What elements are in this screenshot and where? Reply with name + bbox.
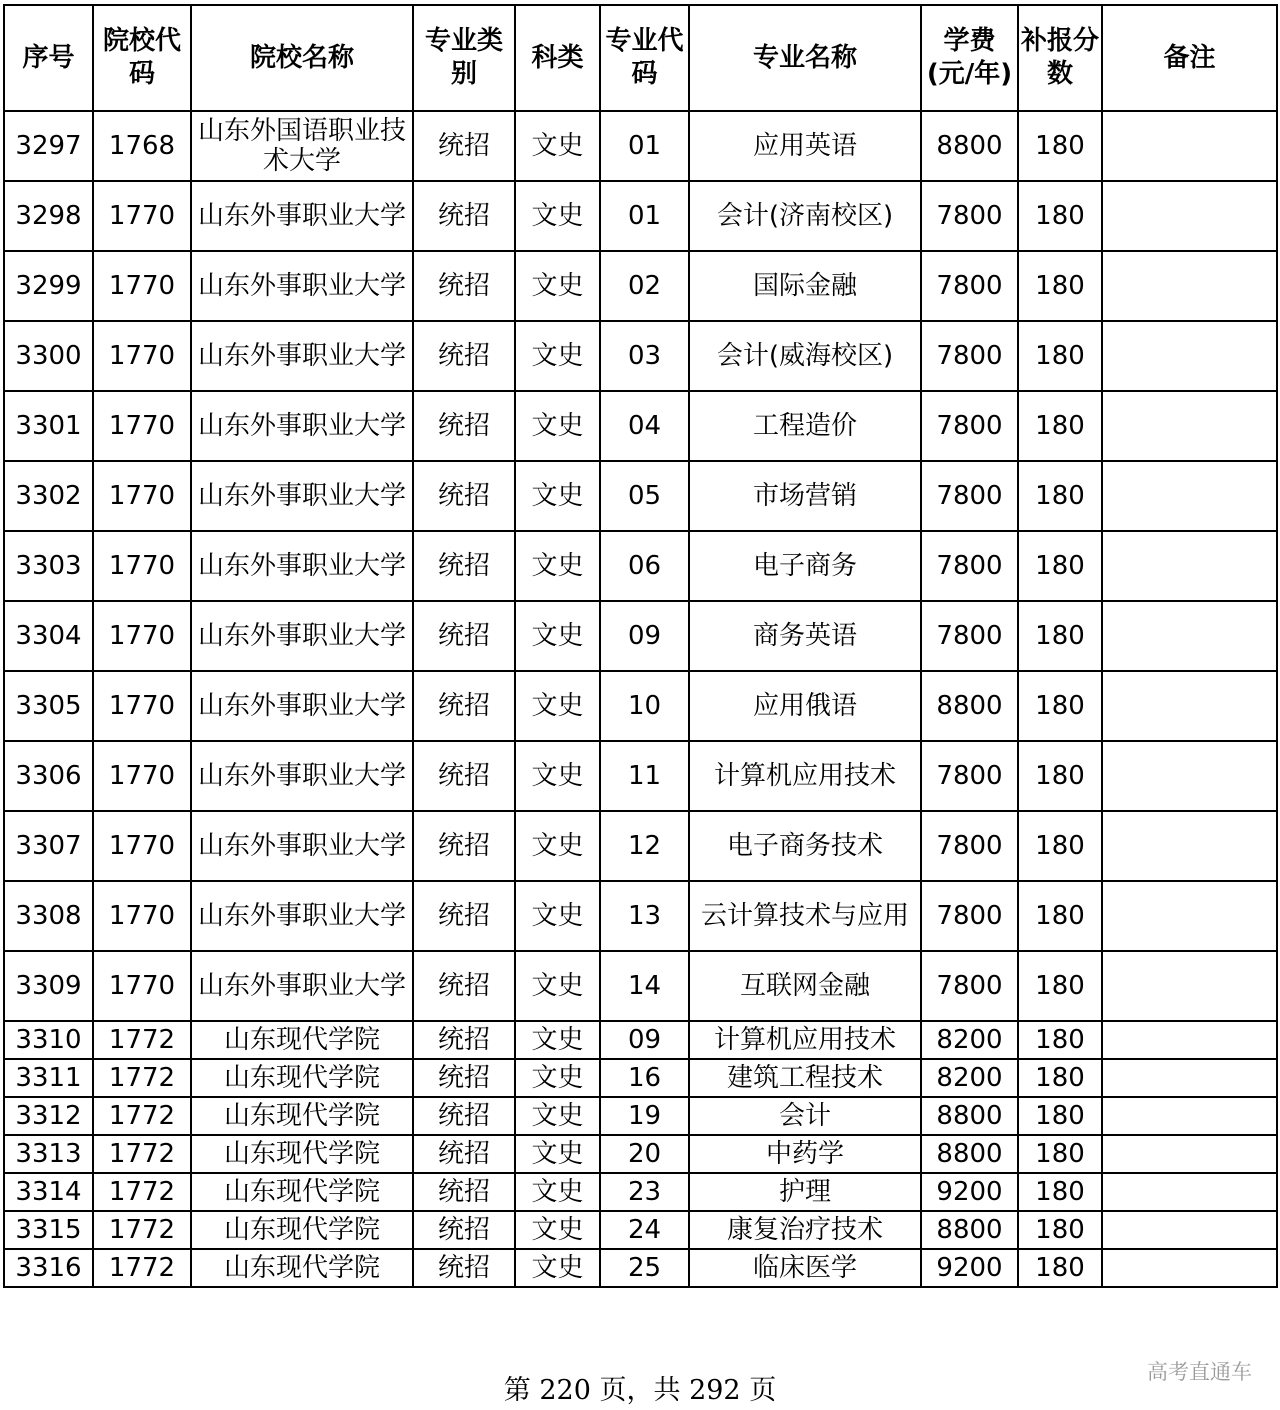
col-header-remarks: 备注 xyxy=(1102,5,1277,111)
cell-tuition: 7800 xyxy=(921,881,1018,951)
cell-school-code: 1770 xyxy=(93,881,191,951)
admission-table xyxy=(3,4,1278,1288)
cell-tuition: 7800 xyxy=(921,251,1018,321)
cell-school-code: 1770 xyxy=(93,391,191,461)
table-row xyxy=(4,111,1277,181)
cell-tuition: 9200 xyxy=(921,1249,1018,1287)
cell-school-name: 山东外事职业大学 xyxy=(191,811,413,881)
cell-subject: 文史 xyxy=(515,181,600,251)
cell-tuition: 7800 xyxy=(921,321,1018,391)
cell-remarks xyxy=(1102,881,1277,951)
cell-subject: 文史 xyxy=(515,251,600,321)
cell-subject: 文史 xyxy=(515,811,600,881)
cell-index: 3307 xyxy=(4,811,93,881)
cell-school-name: 山东外事职业大学 xyxy=(191,321,413,391)
cell-remarks xyxy=(1102,811,1277,881)
cell-score: 180 xyxy=(1018,951,1102,1021)
table-row xyxy=(4,1059,1277,1097)
cell-school-code: 1770 xyxy=(93,601,191,671)
cell-score: 180 xyxy=(1018,181,1102,251)
cell-subject: 文史 xyxy=(515,951,600,1021)
col-header-subject: 科类 xyxy=(515,5,600,111)
table-row xyxy=(4,321,1277,391)
col-header-index: 序号 xyxy=(4,5,93,111)
cell-tuition: 8800 xyxy=(921,1135,1018,1173)
cell-tuition: 7800 xyxy=(921,811,1018,881)
table-row xyxy=(4,811,1277,881)
cell-remarks xyxy=(1102,461,1277,531)
cell-major-name: 会计(威海校区) xyxy=(689,321,921,391)
cell-subject: 文史 xyxy=(515,391,600,461)
cell-school-name: 山东外事职业大学 xyxy=(191,671,413,741)
cell-major-type: 统招 xyxy=(413,531,515,601)
cell-major-type: 统招 xyxy=(413,111,515,181)
cell-school-code: 1772 xyxy=(93,1059,191,1097)
page-number: 第 220 页，共 292 页 xyxy=(503,1375,777,1406)
cell-subject: 文史 xyxy=(515,531,600,601)
cell-major-type: 统招 xyxy=(413,811,515,881)
cell-tuition: 7800 xyxy=(921,531,1018,601)
cell-major-code: 09 xyxy=(600,1021,689,1059)
cell-remarks xyxy=(1102,741,1277,811)
cell-school-name: 山东现代学院 xyxy=(191,1097,413,1135)
cell-tuition: 8800 xyxy=(921,111,1018,181)
cell-score: 180 xyxy=(1018,1211,1102,1249)
cell-major-type: 统招 xyxy=(413,1135,515,1173)
cell-major-name: 国际金融 xyxy=(689,251,921,321)
cell-major-code: 06 xyxy=(600,531,689,601)
cell-major-code: 23 xyxy=(600,1173,689,1211)
cell-school-name: 山东外事职业大学 xyxy=(191,251,413,321)
col-header-major-type: 专业类别 xyxy=(413,5,515,111)
cell-index: 3314 xyxy=(4,1173,93,1211)
cell-score: 180 xyxy=(1018,671,1102,741)
cell-remarks xyxy=(1102,251,1277,321)
cell-major-name: 互联网金融 xyxy=(689,951,921,1021)
cell-school-code: 1768 xyxy=(93,111,191,181)
cell-major-name: 临床医学 xyxy=(689,1249,921,1287)
table-row xyxy=(4,1173,1277,1211)
table-row xyxy=(4,1097,1277,1135)
cell-school-name: 山东现代学院 xyxy=(191,1021,413,1059)
col-header-major-code: 专业代码 xyxy=(600,5,689,111)
cell-subject: 文史 xyxy=(515,321,600,391)
cell-school-name: 山东外事职业大学 xyxy=(191,601,413,671)
cell-tuition: 7800 xyxy=(921,461,1018,531)
cell-school-name: 山东现代学院 xyxy=(191,1249,413,1287)
cell-index: 3304 xyxy=(4,601,93,671)
cell-subject: 文史 xyxy=(515,741,600,811)
cell-major-type: 统招 xyxy=(413,1059,515,1097)
cell-school-name: 山东外事职业大学 xyxy=(191,741,413,811)
cell-major-name: 电子商务技术 xyxy=(689,811,921,881)
cell-major-type: 统招 xyxy=(413,951,515,1021)
col-header-tuition: 学费(元/年) xyxy=(921,5,1018,111)
cell-major-code: 04 xyxy=(600,391,689,461)
cell-index: 3301 xyxy=(4,391,93,461)
cell-index: 3305 xyxy=(4,671,93,741)
cell-major-code: 14 xyxy=(600,951,689,1021)
cell-school-name: 山东现代学院 xyxy=(191,1211,413,1249)
cell-index: 3308 xyxy=(4,881,93,951)
cell-school-code: 1770 xyxy=(93,181,191,251)
cell-major-name: 康复治疗技术 xyxy=(689,1211,921,1249)
cell-subject: 文史 xyxy=(515,1249,600,1287)
cell-index: 3298 xyxy=(4,181,93,251)
cell-major-code: 05 xyxy=(600,461,689,531)
cell-major-code: 01 xyxy=(600,111,689,181)
cell-major-type: 统招 xyxy=(413,1173,515,1211)
cell-tuition: 8800 xyxy=(921,671,1018,741)
cell-subject: 文史 xyxy=(515,601,600,671)
cell-major-type: 统招 xyxy=(413,881,515,951)
cell-school-code: 1772 xyxy=(93,1173,191,1211)
table-row xyxy=(4,391,1277,461)
cell-school-name: 山东现代学院 xyxy=(191,1173,413,1211)
cell-subject: 文史 xyxy=(515,881,600,951)
cell-major-code: 03 xyxy=(600,321,689,391)
cell-major-name: 中药学 xyxy=(689,1135,921,1173)
cell-major-code: 24 xyxy=(600,1211,689,1249)
cell-major-name: 会计 xyxy=(689,1097,921,1135)
table-row xyxy=(4,951,1277,1021)
cell-major-code: 25 xyxy=(600,1249,689,1287)
cell-major-type: 统招 xyxy=(413,461,515,531)
cell-school-code: 1770 xyxy=(93,251,191,321)
cell-remarks xyxy=(1102,181,1277,251)
cell-school-code: 1770 xyxy=(93,531,191,601)
cell-major-code: 01 xyxy=(600,181,689,251)
cell-remarks xyxy=(1102,1097,1277,1135)
cell-school-name: 山东外事职业大学 xyxy=(191,391,413,461)
cell-school-name: 山东现代学院 xyxy=(191,1135,413,1173)
col-header-major-name: 专业名称 xyxy=(689,5,921,111)
table-row xyxy=(4,461,1277,531)
cell-school-code: 1770 xyxy=(93,811,191,881)
cell-major-name: 电子商务 xyxy=(689,531,921,601)
cell-major-type: 统招 xyxy=(413,181,515,251)
cell-subject: 文史 xyxy=(515,111,600,181)
table-row xyxy=(4,741,1277,811)
cell-subject: 文史 xyxy=(515,461,600,531)
cell-score: 180 xyxy=(1018,741,1102,811)
table-row xyxy=(4,1021,1277,1059)
table-row xyxy=(4,531,1277,601)
header-row xyxy=(4,5,1277,111)
cell-index: 3311 xyxy=(4,1059,93,1097)
cell-remarks xyxy=(1102,1249,1277,1287)
cell-major-code: 19 xyxy=(600,1097,689,1135)
cell-school-name: 山东外事职业大学 xyxy=(191,951,413,1021)
cell-major-type: 统招 xyxy=(413,1211,515,1249)
cell-remarks xyxy=(1102,1173,1277,1211)
cell-subject: 文史 xyxy=(515,1211,600,1249)
cell-subject: 文史 xyxy=(515,671,600,741)
cell-score: 180 xyxy=(1018,601,1102,671)
cell-tuition: 9200 xyxy=(921,1173,1018,1211)
cell-major-type: 统招 xyxy=(413,251,515,321)
cell-major-code: 10 xyxy=(600,671,689,741)
cell-score: 180 xyxy=(1018,461,1102,531)
cell-school-code: 1772 xyxy=(93,1135,191,1173)
col-header-school-name: 院校名称 xyxy=(191,5,413,111)
cell-index: 3310 xyxy=(4,1021,93,1059)
table-row xyxy=(4,181,1277,251)
table-row xyxy=(4,1249,1277,1287)
watermark: 高考直通车 xyxy=(1147,1360,1252,1384)
cell-index: 3312 xyxy=(4,1097,93,1135)
table-row xyxy=(4,251,1277,321)
col-header-school-code: 院校代码 xyxy=(93,5,191,111)
cell-remarks xyxy=(1102,111,1277,181)
cell-major-name: 工程造价 xyxy=(689,391,921,461)
cell-index: 3313 xyxy=(4,1135,93,1173)
cell-school-code: 1770 xyxy=(93,671,191,741)
cell-index: 3306 xyxy=(4,741,93,811)
cell-tuition: 8800 xyxy=(921,1211,1018,1249)
cell-major-code: 11 xyxy=(600,741,689,811)
cell-school-code: 1772 xyxy=(93,1249,191,1287)
cell-school-name: 山东外事职业大学 xyxy=(191,881,413,951)
cell-subject: 文史 xyxy=(515,1135,600,1173)
cell-school-name: 山东现代学院 xyxy=(191,1059,413,1097)
cell-major-name: 计算机应用技术 xyxy=(689,1021,921,1059)
cell-index: 3309 xyxy=(4,951,93,1021)
cell-school-name: 山东外事职业大学 xyxy=(191,461,413,531)
cell-tuition: 7800 xyxy=(921,741,1018,811)
cell-school-code: 1770 xyxy=(93,461,191,531)
cell-score: 180 xyxy=(1018,1021,1102,1059)
cell-major-name: 计算机应用技术 xyxy=(689,741,921,811)
cell-subject: 文史 xyxy=(515,1097,600,1135)
cell-remarks xyxy=(1102,951,1277,1021)
cell-tuition: 8200 xyxy=(921,1021,1018,1059)
cell-school-code: 1770 xyxy=(93,741,191,811)
cell-major-name: 市场营销 xyxy=(689,461,921,531)
cell-index: 3302 xyxy=(4,461,93,531)
cell-major-name: 护理 xyxy=(689,1173,921,1211)
cell-major-code: 13 xyxy=(600,881,689,951)
table-row xyxy=(4,1211,1277,1249)
cell-score: 180 xyxy=(1018,1097,1102,1135)
table-row xyxy=(4,1135,1277,1173)
cell-remarks xyxy=(1102,1021,1277,1059)
cell-score: 180 xyxy=(1018,531,1102,601)
cell-major-code: 16 xyxy=(600,1059,689,1097)
cell-score: 180 xyxy=(1018,1249,1102,1287)
cell-major-code: 09 xyxy=(600,601,689,671)
cell-school-code: 1770 xyxy=(93,951,191,1021)
cell-school-code: 1772 xyxy=(93,1097,191,1135)
cell-school-name: 山东外国语职业技术大学 xyxy=(191,111,413,181)
table-row xyxy=(4,671,1277,741)
cell-major-type: 统招 xyxy=(413,601,515,671)
cell-major-name: 会计(济南校区) xyxy=(689,181,921,251)
cell-major-type: 统招 xyxy=(413,321,515,391)
cell-remarks xyxy=(1102,671,1277,741)
cell-major-name: 应用俄语 xyxy=(689,671,921,741)
cell-school-name: 山东外事职业大学 xyxy=(191,531,413,601)
cell-subject: 文史 xyxy=(515,1173,600,1211)
cell-school-name: 山东外事职业大学 xyxy=(191,181,413,251)
cell-remarks xyxy=(1102,1135,1277,1173)
cell-score: 180 xyxy=(1018,1173,1102,1211)
table-row xyxy=(4,881,1277,951)
cell-major-name: 建筑工程技术 xyxy=(689,1059,921,1097)
cell-tuition: 8800 xyxy=(921,1097,1018,1135)
cell-score: 180 xyxy=(1018,811,1102,881)
cell-major-type: 统招 xyxy=(413,1097,515,1135)
cell-remarks xyxy=(1102,1059,1277,1097)
cell-tuition: 7800 xyxy=(921,951,1018,1021)
cell-remarks xyxy=(1102,1211,1277,1249)
cell-major-type: 统招 xyxy=(413,391,515,461)
cell-score: 180 xyxy=(1018,1135,1102,1173)
cell-score: 180 xyxy=(1018,321,1102,391)
cell-index: 3297 xyxy=(4,111,93,181)
cell-major-name: 云计算技术与应用 xyxy=(689,881,921,951)
cell-tuition: 7800 xyxy=(921,601,1018,671)
cell-score: 180 xyxy=(1018,111,1102,181)
cell-index: 3316 xyxy=(4,1249,93,1287)
cell-tuition: 8200 xyxy=(921,1059,1018,1097)
cell-remarks xyxy=(1102,531,1277,601)
cell-major-name: 商务英语 xyxy=(689,601,921,671)
cell-index: 3300 xyxy=(4,321,93,391)
cell-remarks xyxy=(1102,391,1277,461)
cell-subject: 文史 xyxy=(515,1059,600,1097)
cell-index: 3303 xyxy=(4,531,93,601)
cell-remarks xyxy=(1102,321,1277,391)
table-row xyxy=(4,601,1277,671)
cell-index: 3315 xyxy=(4,1211,93,1249)
cell-major-code: 12 xyxy=(600,811,689,881)
cell-major-type: 统招 xyxy=(413,741,515,811)
cell-major-code: 02 xyxy=(600,251,689,321)
cell-score: 180 xyxy=(1018,1059,1102,1097)
col-header-score: 补报分数 xyxy=(1018,5,1102,111)
cell-remarks xyxy=(1102,601,1277,671)
cell-score: 180 xyxy=(1018,881,1102,951)
cell-school-code: 1770 xyxy=(93,321,191,391)
cell-school-code: 1772 xyxy=(93,1021,191,1059)
cell-major-type: 统招 xyxy=(413,1249,515,1287)
cell-major-type: 统招 xyxy=(413,1021,515,1059)
cell-index: 3299 xyxy=(4,251,93,321)
cell-score: 180 xyxy=(1018,251,1102,321)
cell-tuition: 7800 xyxy=(921,391,1018,461)
cell-school-code: 1772 xyxy=(93,1211,191,1249)
cell-score: 180 xyxy=(1018,391,1102,461)
cell-tuition: 7800 xyxy=(921,181,1018,251)
cell-subject: 文史 xyxy=(515,1021,600,1059)
cell-major-type: 统招 xyxy=(413,671,515,741)
cell-major-code: 20 xyxy=(600,1135,689,1173)
cell-major-name: 应用英语 xyxy=(689,111,921,181)
